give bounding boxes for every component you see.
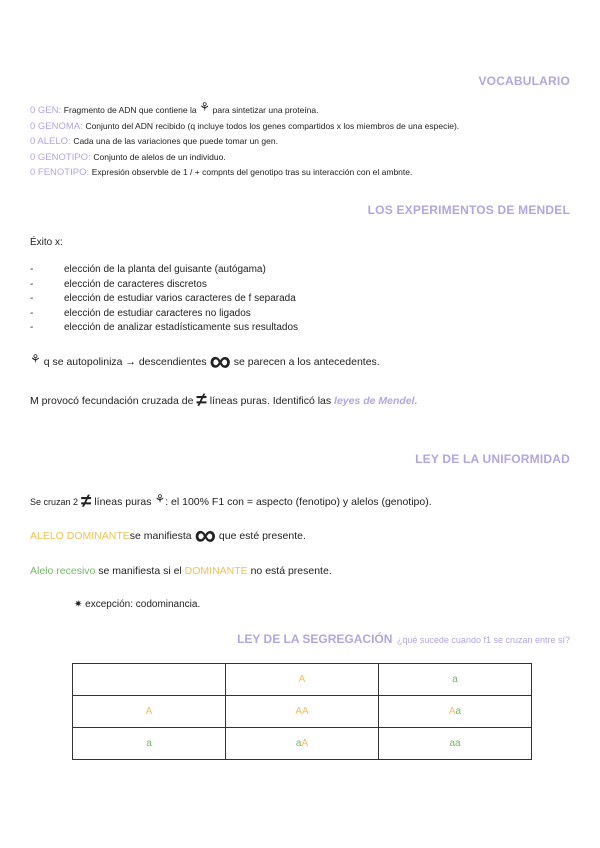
presente-text: que esté presente. [218, 530, 306, 542]
list-item-text: elección de caracteres discretos [64, 278, 207, 290]
list-dash: - [30, 278, 34, 290]
vocab-term: 0 ALELO: [30, 136, 71, 147]
exito-label: Éxito x: [30, 237, 63, 248]
allele-recessive: a [295, 738, 302, 749]
cruzan-line [30, 491, 432, 513]
experimentos-heading: LOS EXPERIMENTOS DE MENDEL [367, 203, 570, 217]
table-cell: A [226, 664, 379, 696]
punnett-table [72, 663, 532, 760]
table-cell-aa-mixed [226, 728, 379, 760]
antecedentes-text: se parecen a los antecedentes. [233, 356, 380, 368]
vocab-item-alelo [30, 134, 459, 150]
list-dash: - [30, 322, 34, 334]
autopoliniza-text: q se autopoliniza → descendientes [43, 356, 207, 368]
vocab-item-genoma [30, 119, 459, 135]
segregacion-heading: LEY DE LA SEGREGACIÓN [237, 632, 393, 646]
vocab-def: Fragmento de ADN que contiene la [63, 105, 197, 115]
dominante-term: DOMINANTE [184, 565, 248, 577]
table-cell: a [379, 664, 532, 696]
list-item [30, 307, 298, 322]
no-presente-text: no está presente. [250, 565, 332, 577]
lineas-puras-text: líneas puras. Identificó las [209, 395, 332, 407]
recesivo-line [30, 565, 332, 577]
autopoliniza-line [30, 345, 380, 378]
vocab-term: 0 GENOTIPO: [30, 151, 91, 163]
plant-icon: ⚘ [199, 100, 210, 114]
vocab-item-fenotipo [30, 165, 459, 181]
list-dash: - [30, 264, 34, 275]
alelo-recesivo-term: Alelo recesivo [30, 565, 96, 577]
f1-text: : el 100% F1 con = aspecto (fenotipo) y alelos (genotipo). [165, 496, 432, 508]
bullet-icon: ✷ [74, 599, 83, 610]
allele-dominant: A [301, 738, 309, 749]
alelo-dominante-term: ALELO DOMINANTE [30, 530, 130, 542]
table-cell-aa-mixed [379, 696, 532, 728]
list-item [30, 321, 298, 336]
table-row [73, 728, 532, 760]
segregacion-heading-line [237, 630, 570, 648]
exito-list [30, 263, 298, 336]
uniformidad-heading: LEY DE LA UNIFORMIDAD [415, 452, 570, 466]
table-cell [73, 664, 226, 696]
segregacion-question: ¿qué sucede cuando f1 se cruzan entre sí? [396, 635, 570, 645]
vocabulario-heading: VOCABULARIO [478, 74, 570, 88]
list-item-text: elección de estudiar caracteres no ligados [64, 307, 251, 319]
vocab-def: Expresión observble de 1 / + compnts del genotipo tras su interacción con el ambnte. [91, 167, 413, 177]
excepcion-text: excepción: codominancia. [85, 599, 201, 610]
list-dash: - [30, 293, 34, 305]
vocab-def: Conjunto del ADN recibido (q incluye todos los genes compartidos x los miembros de una especie). [85, 120, 460, 131]
recesivo-text: se manifiesta si el [98, 565, 182, 577]
fecundacion-text: M provocó fecundación cruzada de [30, 395, 194, 407]
leyes-mendel-link: leyes de Mendel. [334, 395, 418, 407]
list-item-text: elección de estudiar varios caracteres de f separada [64, 293, 296, 305]
list-item [30, 292, 298, 307]
vocab-term: 0 GENOMA: [30, 120, 83, 132]
fecundacion-line [30, 390, 418, 412]
not-equal-icon: ≠ [80, 491, 92, 512]
vocab-item-gen [30, 100, 459, 119]
table-cell: a [73, 728, 226, 760]
list-item [30, 263, 298, 278]
list-item [30, 278, 298, 293]
vocab-item-genotipo [30, 150, 459, 166]
table-row [73, 664, 532, 696]
allele-dominant: A [448, 706, 456, 717]
lineas-puras-text: líneas puras [94, 496, 152, 508]
dominante-text: se manifiesta [129, 530, 192, 542]
vocab-list [30, 100, 459, 181]
excepcion-line [74, 599, 200, 610]
infinity-icon: ∞ [194, 519, 216, 552]
allele-recessive: a [455, 706, 462, 717]
plant-icon: ⚘ [30, 352, 41, 366]
list-item-text: elección de analizar estadísticamente sus resultados [64, 322, 299, 334]
table-cell: AA [226, 696, 379, 728]
list-dash: - [30, 307, 34, 319]
vocab-def: para sintetizar una proteína. [212, 105, 319, 115]
vocab-def: Conjunto de alelos de un individuo. [93, 151, 226, 162]
list-item-text: elección de la planta del guisante (autógama) [64, 264, 266, 275]
table-cell: aa [379, 728, 532, 760]
plant-icon: ⚘ [154, 492, 166, 506]
vocab-def: Cada una de las variaciones que puede tomar un gen. [73, 136, 278, 146]
cruzan-text: Se cruzan 2 [30, 497, 79, 507]
vocab-term: 0 FENOTIPO: [30, 167, 90, 178]
not-equal-icon: ≠ [196, 390, 207, 411]
vocab-term: 0 GEN: [30, 105, 62, 116]
dominante-line [30, 519, 306, 552]
table-cell: A [73, 696, 226, 728]
infinity-icon: ∞ [209, 345, 231, 378]
table-row [73, 696, 532, 728]
